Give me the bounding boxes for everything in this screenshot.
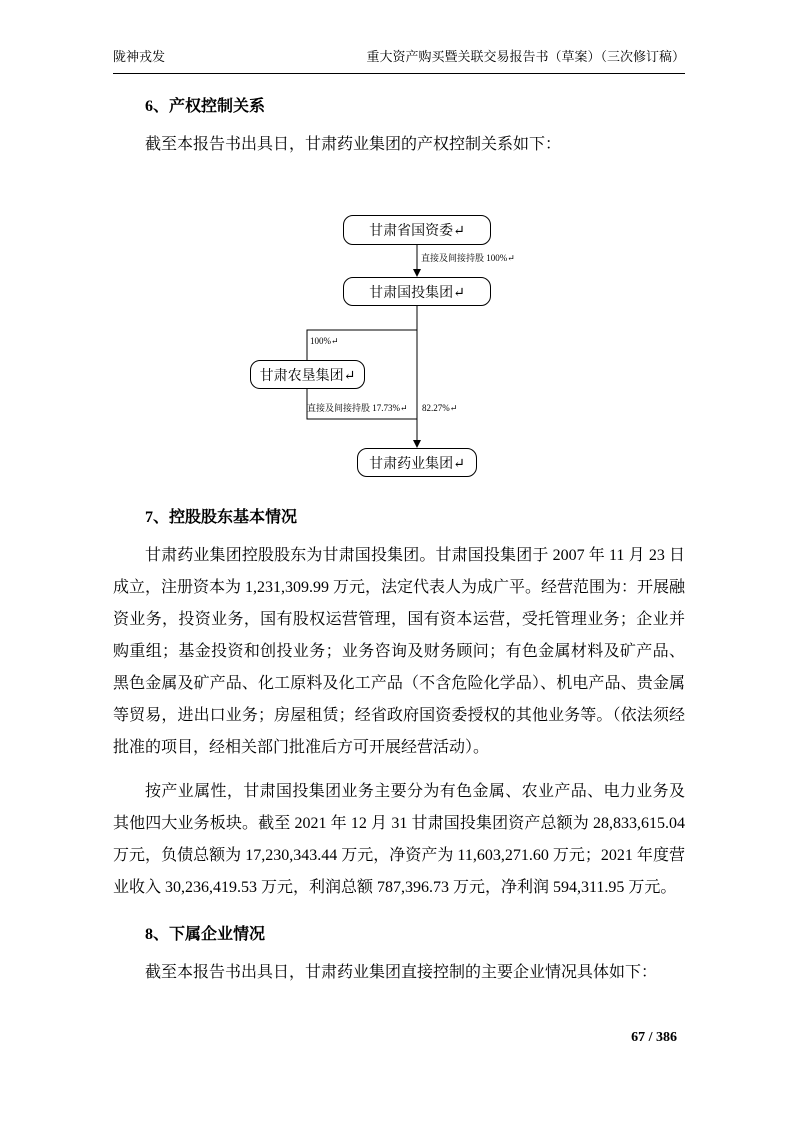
diagram-connector-lines <box>113 205 684 487</box>
section7-paragraph-1: 甘肃药业集团控股股东为甘肃国投集团。甘肃国投集团于 2007 年 11 月 23 日成立，注册资本为 1,231,309.99 万元，法定代表人为成广平。经营范围为：开展融资业务，投资业务，国有股权运营管理，国有资本运营，受托管理业务；企业并购重组；基金投资和创投业务；业务咨询及财务顾问；有色金属材料及矿产品、黑色金属及矿产品、化工原料及化工产品（不含危险化学品）、机电产品、贵金属等贸易，进出口业务；房屋租赁；经省政府国资委授权的其他业务等。（依法须经批准的项目，经相关部门批准后方可开展经营活动）。 <box>113 547 686 756</box>
ownership-structure-diagram <box>113 205 685 487</box>
org-box-gansu-pharma-group: 甘肃药业集团↵ <box>357 448 477 477</box>
shareholding-label-17-73: 直接及间接持股 17.73%↵ <box>307 403 408 413</box>
shareholding-label-82-27: 82.27%↵ <box>422 403 458 413</box>
page-header <box>113 46 685 74</box>
org-box-gansu-nongken-group: 甘肃农垦集团↵ <box>250 360 365 389</box>
page-content <box>113 88 685 989</box>
section7-heading: 7、控股股东基本情况 <box>145 509 298 526</box>
shareholding-label-100-direct: 直接及间接持股 100%↵ <box>421 253 515 263</box>
section6-heading: 6、产权控制关系 <box>145 98 266 115</box>
section8-intro: 截至本报告书出具日，甘肃药业集团直接控制的主要企业情况具体如下： <box>145 964 658 981</box>
shareholding-label-100: 100%↵ <box>310 336 339 346</box>
section6-intro: 截至本报告书出具日，甘肃药业集团的产权控制关系如下： <box>145 136 562 153</box>
header-right-title: 重大资产购买暨关联交易报告书（草案）（三次修订稿） <box>366 49 685 64</box>
page-number: 67 / 386 <box>631 1030 677 1045</box>
org-box-gansu-guotou-group: 甘肃国投集团↵ <box>343 277 491 306</box>
section7-paragraph-2: 按产业属性，甘肃国投集团业务主要分为有色金属、农业产品、电力业务及其他四大业务板块。截至 2021 年 12 月 31 甘肃国投集团资产总额为 28,833,615.04 万元，负债总额为 17,230,343.44 万元，净资产为 11,603,271.60 万元；2021 年度营业收入 30,236,419.53 万元，利润总额 787,396.73 万元，净利润 594,311.95 万元。 <box>113 783 685 896</box>
page-footer <box>631 1030 677 1046</box>
org-box-gansu-sasac: 甘肃省国资委↵ <box>343 215 491 245</box>
header-left-title: 陇神戎发 <box>113 49 166 64</box>
section8-heading: 8、下属企业情况 <box>145 926 266 943</box>
